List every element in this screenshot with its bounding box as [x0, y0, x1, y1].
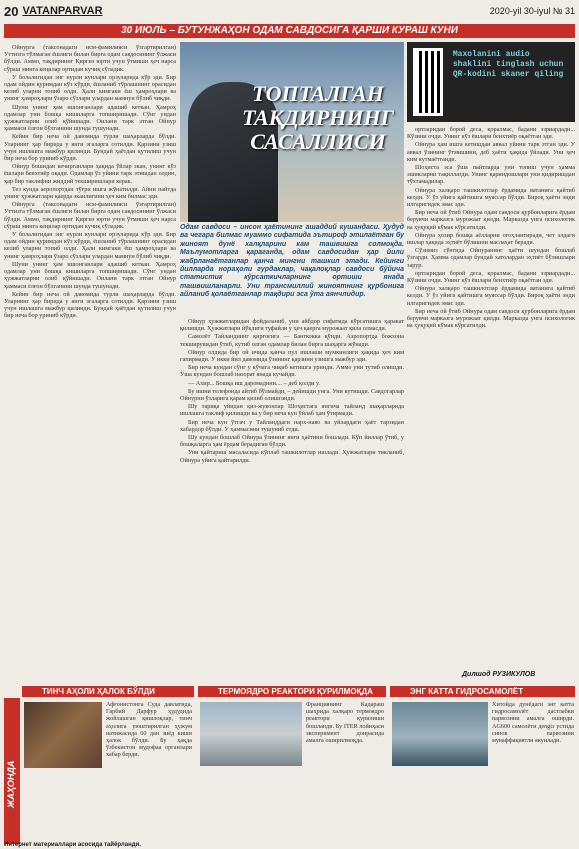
paragraph: Ойнурга (таксонадаги исм-фамилияси ўзгартирилган) Уттизга тўлмаган ёшлиги билан бирга одам савдосининг ўлжаси бўлди. Аммо, тақдирнинг Қиргиз юрти учун ўтмиши ҳеч нарса сўраш минга кеңилар ортидан кучиқ сўладик.	[4, 201, 176, 230]
paragraph: ортларидан борой деса, қоралмас, бадани эзриардади... Кўзини очди. Унинг кўз ёшлари беихтиёр оқаётган эди.	[407, 269, 575, 285]
paragraph: Бир неча кундан сўнг у кўчага чиқиб кетишга уринди. Аммо уни тутиб олишди. Ўша кундан бошлаб назорат янада кучайди.	[180, 364, 404, 379]
paragraph: Шу тариқа уйидан қиз-жувонлар Шоҳистага янгича тайланд шаҳарларида ишлашга таклиф қилишди ва у бир неча кун ўйлаб ҳам ўтирмади.	[180, 403, 404, 418]
paragraph: Шу кундан бошлаб Ойнура ўзининг янги ҳаётини бошлади. Кўп йиллар ўтиб, у бошқаларга ҳам ёрдам берадиган бўлди.	[180, 434, 404, 449]
paragraph: Тез кунда аеропортдан тўғри ишга жўнатилди. Айни пайтда унинг ҳужжатлари қаерда эканлигини ҳеч ким билмас эди.	[4, 185, 176, 201]
article-column-2	[180, 318, 404, 465]
paragraph: Шуни унинг ҳам ишонганлари адашиб кеткан. Ҳамроҳ одамлар уни бошқа кишиларга топширишади. Сўнг ундан ҳужжатларни олиб қўйишади. Оилани тарк этган Ойнур ҳаммаси ёлғон бўлганини шунда тушунади.	[4, 103, 176, 133]
paragraph: Шоҳиста эса ўша пайтларда уни топиш учун ҳамма эшикларни тақиллатди. Унинг қариндошлари уни қидиришдан тўхтамадилар.	[407, 164, 575, 186]
footer-note: Интернет материаллари асосида тайёрланди.	[4, 842, 141, 848]
news-text: Хитойда дунёдаги энг катта гидросамолёт дастлабки парвозини амалга оширди. AG600 самолёти дengiз устида синов парвозини муваффақиятли якунлади.	[492, 701, 574, 745]
news-photo	[200, 702, 302, 766]
news-headline: ЭНГ КАТТА ГИДРОСАМОЛЁТ	[390, 686, 575, 697]
paragraph: ортларидан борой деса, қоралмас, бадани эзриардади... Кўзини очди. Унинг кўз ёшлари беихтиёр оқаётган эди.	[407, 126, 575, 141]
paragraph: Ойнур олдида бир ой ичида қанча пул ишлаши мумкинлиги ҳақида ҳеч ким гапирмади. У икки йил давомида ўзининг қарзини узишга мажбур эди.	[180, 348, 404, 364]
page-header	[4, 2, 575, 20]
paragraph: Бир неча ой ўтиб Ойнура одам савдоси қурбонларига ёрдам берувчи марказга мурожаат қилди. Марказда унга психологик ва ҳуқуқий кўмак кўрсатилди.	[407, 209, 575, 231]
news-item-1	[22, 686, 194, 844]
paragraph: Ойнура ҳозир бошқа аёлларни огоҳлантиради, чет элдаги ишлар ҳақида эҳтиёт бўлишни маслаҳат беради.	[407, 231, 575, 247]
article-column-1	[4, 44, 176, 321]
paragraph: Бу ишни телефонда айтиб бўлмайди, – дейишди унга. Уни кутишди. Савдогарлар Ойнурни ўзларига қарам қилиб олишганди.	[180, 387, 404, 403]
paragraph: Уни қайтариш масаласида кўплаб ташкилотлар ишлади. Ҳужжатлари тикланиб, Ойнура уйига қайтарилди.	[180, 449, 404, 464]
topic-banner: 30 ИЮЛЬ – БУТУНЖАҲОН ОДАМ САВДОСИГА ҚАРШИ КУРАШ КУНИ	[4, 24, 575, 38]
article-title: ТОПТАЛГАН ТАҚДИРНИНГ САСАЛЛИСИ	[242, 81, 394, 154]
news-text: Афғонистонга Суда давлатида, Гарбий Дарфур ҳудудида жойлашган қишлоқлар, тинч аҳолига уюштирилган ҳужум натижасида 60 дан зиёд киши ҳалок бўлди. Бу ҳақда ўзбекистон мудофаа органлари хабар берди.	[106, 701, 192, 759]
paragraph: Бир неча ой ўтиб Ойнура одам савдоси қурбонларига ёрдам берувчи марказга мурожаат қилди. Марказда унга психологик ва ҳуқуқий кўмак кўрсатилди.	[407, 307, 575, 330]
qr-code-icon[interactable]	[413, 48, 443, 116]
news-headline: ТИНЧ АҲОЛИ ҲАЛОК БЎЛДИ	[22, 686, 194, 697]
paragraph: У болалигидан энг нурли кунлари орзуларида кўр эди. Бир одам ойдин қуримдан кўз кўрди, ёшланиб тўрлашнинг орасидан келиб уларни топиб олди. Ҳали кимгаки ёш ҳамроҳлари ва унинг ҳамроҳлари ўзаро сўзлари улардан мамнун бўлиб чиқди.	[4, 231, 176, 260]
news-item-2	[198, 686, 386, 844]
section-vertical-label	[4, 698, 20, 844]
issue-date: 2020-yil 30-iyul № 31	[489, 6, 575, 16]
qr-block[interactable]	[407, 42, 575, 122]
paragraph: Сўзимиз сўнгида Ойнуранинг ҳаёти шундан бошлаб ўзгарди. Ҳамма одамлар бундай хатолардан эҳтиёт бўлишлари зарур.	[407, 247, 575, 269]
news-text: Франциянинг Кадараш шаҳрида халқаро термоядро реактори қурилиши бошланди. Бу ITER лойиҳаси эксперимент доирасида амалга оширилмоқда.	[306, 701, 384, 745]
page-number: 20	[4, 3, 19, 19]
news-photo	[392, 702, 488, 766]
world-news-section	[4, 686, 575, 844]
paragraph: Шуни унинг ҳам ишонганлари адашиб кеткан. Ҳамроҳ одамлар уни бошқа кишиларга топширишади. Сўнг ундан ҳужжатларни олиб қўйишади. Оилани тарк этган Ойнур ҳаммаси ёлғон бўлганини шунда тушунади.	[4, 260, 176, 290]
lead-paragraph: Одам савдоси – инсон ҳаётининг ашаддий кушандаси. Ҳудуд ва чегара билмас муаммо сифатида эътироф этилаётган бу жиноят дунё халқларини кам ташвишга солмоқда. Маълумотларга қараганда, одам савдосидан ҳар йили жабрланаётганлар қанча мингни ташкил этади. Кейинги йилларда нораҳоли гурдаклар, чақалоқлар савдоси бўйича статистик кўрсаткичларнинг ортиши янада ташвишланарли. Уни трансмиллий жиноятнинг қурбонига айланиб қолаётганлар тақдири эса ўта аянчлидир.	[180, 224, 404, 299]
article-column-3	[407, 126, 575, 330]
author-signature: Дилшод РУЗИКУЛОВ	[462, 671, 536, 678]
news-photo	[24, 702, 102, 768]
paragraph: Ойнура халқаро ташкилотлар ёрдамида ватанига қайтиб келди. У ўз уйига қайтишга муяссар бўлди. Бироқ ҳаёти энди илгаригидек эмас эди.	[407, 285, 575, 307]
paragraph: Ойнурга (таксонадаги исм-фамилияси ўзгартирилган) Уттизга тўлмаган ёшлиги билан бирга одам савдосининг ўлжаси бўлди. Аммо, тақдирнинг Қиргиз юрти учун ўтмиши ҳеч нарса сўраш минга кеңилар ортидан кучиқ сўладик.	[4, 44, 176, 73]
paragraph: Бир неча кун ўтгач у Тайланддаги нарх-наво ва уйлардаги ҳаёт тарзидан хабардор бўлди. У ҳаммасини тушуниб етди.	[180, 418, 404, 433]
qr-caption: Maxolanini audio shaklini tinglash uchun QR-kodini skaner qiling	[452, 50, 564, 79]
paper-name: VATANPARVAR	[22, 5, 103, 17]
paragraph: У болалигидан энг нурли кунлари орзуларида кўр эди. Бир одам ойдин қуримдан кўз кўрди, ёшланиб тўрлашнинг орасидан келиб уларни топиб олди. Ҳали кимгаки ёш ҳамроҳлари ва унинг ҳамроҳлари ўзаро сўзлари улардан мамнун бўлиб чиқди.	[4, 73, 176, 103]
paragraph: Ойнур ҳужжатларидан фойдаланиб, уни айбдор сифатида кўрсатишга ҳаракат қилишди. Ҳужжатлари йўқлиги туфайли у ҳеч қаерга мурожаат қила олмасди.	[180, 318, 404, 333]
vertical-label-text: ЖАҲОНДА	[6, 760, 16, 808]
paragraph: Ойнура халқаро ташкилотлар ёрдамида ватанига қайтиб келди. У ўз уйига қайтишга муяссар бўлди. Бироқ ҳаёти энди илгаригидек эмас эди.	[407, 186, 575, 209]
news-item-3	[390, 686, 575, 844]
hero-image	[180, 42, 404, 222]
paragraph: Ойнура ҳам ишга кетишдан аввал уйини тарк этган эди. У аввал ўзининг ўтмишини, деб ҳаёти ҳақида ўйлади. Уни ҳеч ким кутмаётганди.	[407, 141, 575, 163]
paragraph: Самолёт Тайланднинг қирғоғига — Бангкокка қўнди. Аэропортда божхона текширувидан ўтиб, кутиб олган одамлар билан бирга шаҳарга жўнади.	[180, 333, 404, 348]
paragraph: Ойнур бошидан кечирганлари ҳақида ўйлар экан, унинг кўз ёшлари беихтиёр оқади. Одамлар ўз уйини тарк этишдан олдин, ҳар бир таклифни жиддий текширишлари керак.	[4, 163, 176, 185]
news-headline: ТЕРМОЯДРО РЕАКТОРИ ҚУРИЛМОҚДА	[198, 686, 386, 697]
paragraph: — Ахир... Бошқа иш даромадини.... – деб қолди у.	[188, 379, 320, 387]
paragraph: Кейин бир неча ой давомида турли шаҳарларда бўлди. Уларнинг ҳар бирида у янги эгаларга сотилди. Қарзини узиш учун ишлашга мажбур қилинди. Бундай ҳаётдан қутилиш учун бир неча бор уриниб кўрди.	[4, 290, 176, 320]
paragraph: Кейин бир неча ой давомида турли шаҳарларда бўлди. Уларнинг ҳар бирида у янги эгаларга сотилди. Қарзини узиш учун ишлашга мажбур қилинди. Бундай ҳаётдан қутилиш учун бир неча бор уриниб кўрди.	[4, 133, 176, 163]
